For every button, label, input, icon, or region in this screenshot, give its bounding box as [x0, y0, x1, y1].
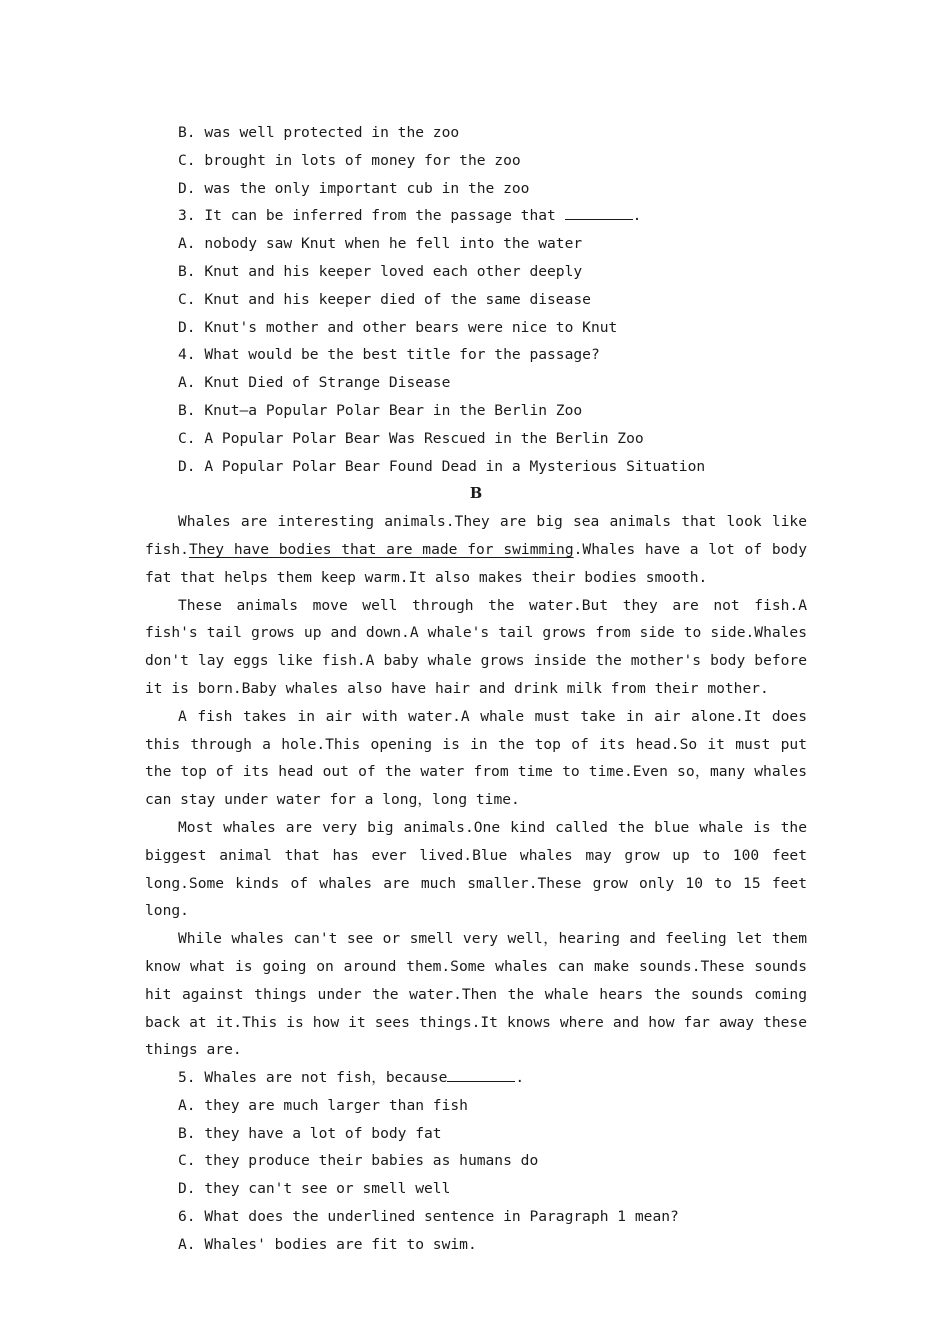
q2-option-d: D. was the only important cub in the zoo	[178, 179, 530, 197]
q3-stem-end: .	[632, 207, 642, 225]
q6-stem: 6. What does the underlined sentence in Paragraph 1 mean?	[178, 1208, 679, 1226]
section-b-heading: B	[469, 485, 483, 503]
passage-paragraph-4: Most whales are very big animals.One kind called the blue whale is the biggest animal that has ever lived.Blue whales may grow up to 100 feet long.Some kinds of whales are much smaller.These grow only 10 to 15 feet long.	[145, 818, 807, 920]
q4-stem: 4. What would be the best title for the passage?	[178, 346, 600, 364]
passage-paragraph-2: These animals move well through the water.But they are not fish.A fish's tail grows up and down.A whale's tail grows from side to side.Whales don't lay eggs like fish.A baby whale grows inside the mother's body before it is born.Baby whales also have hair and drink milk from their mother.	[145, 596, 807, 697]
q4-option-b: B. Knut—a Popular Polar Bear in the Berlin Zoo	[178, 401, 583, 419]
q3-option-a: A. nobody saw Knut when he fell into the water	[178, 235, 583, 253]
q5-option-d: D. they can't see or smell well	[178, 1180, 451, 1198]
q5-stem-text: 5. Whales are not fish，because	[178, 1069, 448, 1087]
q5-option-a: A. they are much larger than fish	[178, 1096, 468, 1114]
passage-paragraph-5: While whales can't see or smell very well，hearing and feeling let them know what is going on around them.Some whales can make sounds.These sounds hit against things under the water.Then the whale hears the sounds coming back at it.This is how it sees things.It knows where and how far away these things are.	[145, 930, 807, 1059]
q5-stem	[145, 1064, 807, 1092]
q2-option-c: C. brought in lots of money for the zoo	[178, 151, 521, 169]
q3-option-c: C. Knut and his keeper died of the same disease	[178, 290, 591, 308]
q4-option-a: A. Knut Died of Strange Disease	[178, 374, 451, 392]
passage-paragraph-3: A fish takes in air with water.A whale must take in air alone.It does this through a hole.This opening is in the top of its head.So it must put the top of its head out of the water from time to time.Even so，many whales can stay under water for a long，long time.	[145, 707, 807, 809]
paragraph-1-end: .Whales have a lot of body fat that helps them keep warm.It also makes their bodies smooth.	[145, 540, 807, 586]
q3-stem-text: 3. It can be inferred from the passage that	[178, 207, 565, 225]
q3-answer-blank	[565, 203, 633, 220]
q6-option-a: A. Whales' bodies are fit to swim.	[178, 1235, 477, 1253]
q5-answer-blank	[447, 1065, 515, 1082]
q5-stem-end: .	[515, 1069, 525, 1087]
q5-option-b: B. they have a lot of body fat	[178, 1124, 442, 1142]
passage-paragraph-1	[145, 508, 807, 591]
q3-option-b: B. Knut and his keeper loved each other deeply	[178, 262, 583, 280]
document-page	[145, 119, 807, 1259]
underlined-sentence: They have bodies that are made for swimming	[188, 540, 574, 558]
q4-option-c: C. A Popular Polar Bear Was Rescued in the Berlin Zoo	[178, 429, 644, 447]
q3-option-d: D. Knut's mother and other bears were nice to Knut	[178, 318, 618, 336]
paragraph-1-start: Whales are interesting animals.They are big sea animals that look like fish.	[145, 513, 807, 558]
q3-stem	[145, 202, 807, 230]
q4-option-d: D. A Popular Polar Bear Found Dead in a Mysterious Situation	[178, 457, 706, 475]
q2-option-b: B. was well protected in the zoo	[178, 124, 460, 141]
q5-option-c: C. they produce their babies as humans do	[178, 1152, 539, 1170]
